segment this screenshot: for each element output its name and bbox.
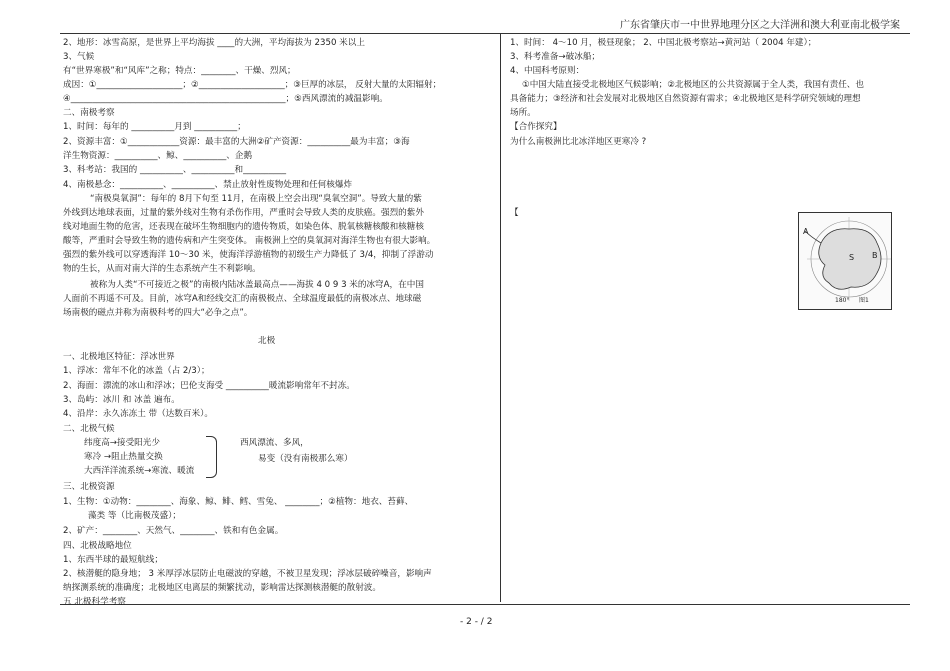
text-line: 线对地面生物的危害，还表现在破坏生物细胞内的遗传物质，如染色体、脱氧核糖核酸和核糖核 — [63, 222, 424, 232]
antarctica-map-drawing — [799, 213, 891, 309]
climate-result: 西风漂流、多风， — [240, 438, 309, 448]
text-line: 4、中国科考原则： — [510, 66, 585, 76]
page-title: 广东省肇庆市一中世界地理分区之大洋洲和澳大利亚南北极学案 — [620, 20, 900, 31]
text-line: 1、浮冰：常年不化的冰盖（占 2/3）； — [63, 366, 210, 376]
text-line: 1、生物：①动物：________、海象、鲸、鲱、鳕、雪兔、 ________；②植物：地衣、苔藓、 — [63, 497, 414, 507]
text-line: 场所。 — [510, 108, 536, 118]
text-line: 物的生长，从而对南大洋的生态系统产生不利影响。 — [63, 264, 261, 274]
map-label-a: A — [803, 227, 809, 236]
text-line: 藻类 等（比南极茂盛）； — [88, 511, 181, 521]
section-heading: 二、北极气候 — [63, 424, 115, 434]
text-line: 纳探测系统的准确度；北极地区电离层的频繁扰动，影响雷达探测核潜艇的散射波。 — [63, 583, 381, 593]
text-line: 具备能力；③经济和社会发展对北极地区自然资源有需求；④北极地区是科学研究领域的理想 — [510, 94, 861, 104]
text-line: ①中国大陆直接受北极地区气候影响；②北极地区的公共资源属于全人类，我国有责任、也 — [522, 80, 864, 90]
text-line: ④__________________________________________________；⑤西风漂流的减温影响。 — [63, 94, 388, 104]
map-label-b: B — [872, 251, 878, 260]
climate-cause: 大西洋洋流系统→寒流、暖流 — [84, 466, 195, 476]
bracket: 【 — [510, 208, 519, 218]
column-divider — [500, 34, 501, 602]
text-line: 场南极的磁点并称为南极科考的四大“必争之点”。 — [63, 308, 253, 318]
text-line: 2、地形：冰雪高原，是世界上平均海拔 ____的大洲，平均海拔为 2350 米以上 — [63, 38, 365, 48]
text-line: 洋生物资源：__________、鲸、__________、企鹅 — [63, 151, 253, 161]
section-heading: 二、南极考察 — [63, 108, 115, 118]
text-line: 酸等，严重时会导致生物的遗传病和产生突变体。 南极洲上空的臭氧洞对海洋生物也有很大影响。 — [63, 236, 436, 246]
text-line: 有“世界寒极”和“风库”之称；特点：________、干燥、烈风； — [63, 66, 296, 76]
climate-cause: 纬度高→接受阳光少 — [84, 438, 160, 448]
footer-rule — [60, 604, 910, 605]
text-line: 2、核潜艇的隐身地； 3 米厚浮冰层防止电磁波的穿越，不被卫星发现；浮冰层破碎噪音，影响声 — [63, 569, 432, 579]
text-line: 2、矿产：________、天然气、________、铁和有色金属。 — [63, 526, 284, 536]
section-heading: 三、北极资源 — [63, 482, 115, 492]
map-label-s: S — [849, 253, 855, 262]
climate-result: 易变（没有南极那么寒） — [258, 454, 353, 464]
text-line: 人面前不再遥不可及。目前，冰穹A和经线交汇的南极极点、全球温度最低的南极冰点、地球磁 — [63, 294, 422, 304]
text-line: 4、沿岸：永久冻冻土 带（达数百米）。 — [63, 409, 213, 419]
text-line: 外线到达地球表面，过量的紫外线对生物有杀伤作用，严重时会导致人类的皮肤癌。强烈的紫外 — [63, 208, 424, 218]
text-line: 2、海面：漂流的冰山和浮冰；巴伦支海受 __________暖流影响常年不封冻。 — [63, 381, 355, 391]
section-heading: 【合作探究】 — [510, 122, 562, 132]
text-line: 被称为人类“不可接近之极”的南极内陆冰盖最高点——海拔 4 0 9 3 米的冰穹A，在中国 — [90, 280, 424, 290]
text-line: 3、科考准备→破冰船； — [510, 52, 601, 62]
text-line: 3、科考站：我国的 __________、__________和__________ — [63, 165, 287, 175]
map-label-180: 180° — [835, 297, 850, 304]
text-line: 成因：①____________________；②____________________；③巨厚的冰层， 反射大量的太阳辐射； — [63, 80, 442, 90]
text-line: “南极臭氧洞”：每年的 8月下旬至 11月，在南极上空会出现“臭氧空洞”。导致大量的紫 — [90, 194, 422, 204]
text-line: 强烈的紫外线可以穿透海洋 10～30 米，使海洋浮游植物的初级生产力降低了 3/4，抑制了浮游动 — [63, 250, 434, 260]
section-title-north: 北极 — [258, 336, 276, 346]
text-line: 1、时间：每年的 __________月到 __________； — [63, 122, 246, 132]
text-line: 2、资源丰富：①____________资源：最丰富的大洲②矿产资源：__________最为丰富；③海 — [63, 137, 410, 147]
question: 为什么南极洲比北冰洋地区更寒冷 ? — [510, 137, 647, 147]
text-line: 1、时间： 4～10 月，极昼现象； 2、中国北极考察站→黄河站（ 2004 年建）； — [510, 38, 817, 48]
climate-cause: 寒冷 →阻止热量交换 — [84, 452, 163, 462]
text-line: 4、南极悬念：__________、__________、禁止放射性废物处理和任何核爆炸 — [63, 180, 353, 190]
section-heading: 一、北极地区特征：浮冰世界 — [63, 352, 175, 362]
brace — [206, 436, 217, 478]
text-line: 3、岛屿：冰川 和 冰盖 遍布。 — [63, 395, 180, 405]
text-line: 1、东西半球的最短航线； — [63, 555, 163, 565]
map-caption: 图1 — [859, 297, 869, 304]
page-number: - 2 - / 2 — [460, 617, 493, 627]
text-line: 3、气候 — [63, 52, 95, 62]
section-heading: 四、北极战略地位 — [63, 541, 132, 551]
antarctica-map — [798, 212, 892, 310]
section-heading: 五 北极科学考察 — [63, 597, 126, 607]
header-rule — [60, 33, 910, 34]
